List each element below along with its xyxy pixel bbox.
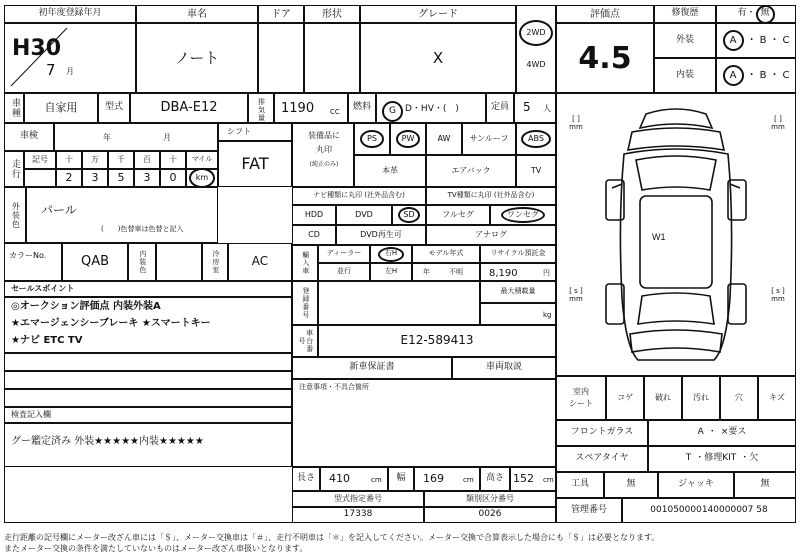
inspect-note-label-cell (4, 407, 292, 423)
footer-line-1: 走行距離の記号欄にメーター改ざん車には「＄」、メーター交換車は「＃」、走行不明車は「＊」を記入してください。メーター交換で合算表示した場合にも「＄」は必要となります。 (4, 533, 660, 543)
length-value: 410 (329, 472, 350, 485)
interior-color-value (156, 243, 202, 281)
max-load-value-cell (480, 303, 556, 325)
mgmt-number-value: 001050000140000007 58 (622, 498, 796, 523)
interior-color-label (128, 243, 156, 281)
mileage-digit-3: 3 (134, 169, 160, 187)
exterior-grade-a: A (723, 30, 744, 51)
mileage-unit-mile: マイル (186, 151, 218, 169)
inspection-month-unit: 月 (163, 133, 171, 142)
mileage-unit-km: km (189, 168, 215, 188)
exterior-grade-label: 外装 (654, 23, 716, 58)
displacement-value: 1190 (281, 101, 315, 116)
reg-number-value (318, 281, 480, 325)
mileage-kigou-value (24, 169, 56, 187)
car-name-label: 車名 (136, 5, 258, 23)
exterior-color-cell (26, 187, 218, 243)
spare-tire-none: ・欠 (740, 453, 759, 464)
height-value-cell (510, 467, 556, 491)
interior-col-yabure: 破れ (644, 376, 682, 420)
shift-value: FAT (218, 141, 292, 187)
selling-body (4, 297, 292, 353)
repair-yes: 有 (737, 8, 747, 19)
repair-no-circle: 無 (756, 5, 775, 24)
equip-leather: 本革 (354, 155, 426, 187)
score-value: 4.5 (578, 40, 632, 76)
footer-line-2: またメーター交換の条件を満たしていないものはメーター改ざん車扱いとなります。 (4, 544, 308, 554)
shape-value (304, 23, 360, 93)
diagram-mark-top-left (564, 116, 588, 131)
equip-ps-cell (354, 123, 390, 155)
nav-sd-cell (392, 205, 426, 225)
jack-label: ジャッキ (658, 472, 734, 498)
mileage-unit-km-cell (186, 169, 218, 187)
chassis-label (292, 325, 318, 357)
chassis-label-text: 車台番号 (298, 329, 314, 353)
grade-label: グレード (360, 5, 516, 23)
displacement-unit: CC (330, 108, 340, 116)
height-label: 高さ (480, 467, 510, 491)
spare-tire-value (648, 446, 796, 472)
reg-month-value: 7 (46, 61, 56, 79)
mileage-digit-1: 3 (82, 169, 108, 187)
model-label: 型式 (98, 93, 130, 123)
reg-month-unit: 月 (66, 67, 74, 76)
model-value: DBA-E12 (130, 93, 248, 123)
type-code-label: 型式指定番号 (292, 491, 424, 507)
equip-airbag: エアバック (426, 155, 516, 187)
displacement-value-cell (274, 93, 348, 123)
car-name-value: ノート (136, 23, 258, 93)
width-value-cell (414, 467, 480, 491)
nav-dvd-play: DVD再生可 (336, 225, 426, 245)
import-parallel: 並行 (318, 263, 370, 281)
equip-abs-cell (516, 123, 556, 155)
capacity-unit: 人 (543, 104, 551, 113)
caution-label: 注意事項・不具合箇所 (299, 383, 369, 391)
front-glass-x: ×要ス (720, 427, 747, 438)
mgmt-number-label: 管理番号 (556, 498, 622, 523)
interior-col-kizu: キズ (758, 376, 796, 420)
fuel-gasoline-circle: G (382, 101, 403, 122)
length-unit: cm (371, 476, 382, 484)
length-label: 長さ (292, 467, 320, 491)
width-unit: cm (463, 476, 474, 484)
diagram-mark-top-right-bracket: [ ] (774, 115, 782, 123)
equip-aw: AW (426, 123, 462, 155)
repair-sep: ・ (746, 8, 756, 19)
diagram-mark-top-left-bracket: [ ] (572, 115, 580, 123)
use-value: 自家用 (24, 93, 98, 123)
nav-hdd: HDD (292, 205, 336, 225)
width-label: 幅 (388, 467, 414, 491)
exterior-color-value: パール (41, 203, 77, 217)
score-value-cell (556, 23, 654, 93)
spare-tire-label: スペアタイヤ (556, 446, 648, 472)
selling-line-0: ◎オークション評価点 内装外装A (11, 301, 161, 312)
selling-line-2: ★ナビ ETC TV (11, 335, 83, 346)
interior-grade-a: A (723, 65, 744, 86)
inspect-note-text: グー鑑定済み 外装★★★★★内装★★★★★ (11, 436, 204, 447)
diagram-mark-bottom-right-bracket: [ s ] (771, 287, 785, 295)
interior-room-label: 室内 (573, 387, 589, 396)
recycle-label: リサイクル預託金 (480, 245, 556, 263)
equip-tv: TV (516, 155, 556, 187)
shift-label: シフト (227, 127, 251, 136)
score-title: 評価点 (556, 5, 654, 23)
interior-seat-label (556, 376, 606, 420)
class-code-label: 類別区分番号 (424, 491, 556, 507)
use-label: 車種 (4, 93, 24, 123)
exterior-color-note: ( )色替車は色替と記入 (101, 225, 184, 233)
model-year-label: モデル年式 (412, 245, 480, 263)
model-year-unit: 年 (423, 268, 430, 276)
shape-label: 形状 (304, 5, 360, 23)
diagram-mark-top-right-unit: mm (771, 122, 785, 131)
equip-pw: PW (396, 130, 420, 148)
front-glass-dot: ・ (707, 427, 717, 438)
selling-line-1: ★エマージェンシーブレーキ ★スマートキー (11, 318, 211, 329)
height-value: 152 (513, 472, 534, 485)
displacement-label-text: 排気量 (257, 97, 266, 122)
nav-sd: SD (398, 207, 420, 223)
warranty-doc: 新車保証書 (292, 357, 452, 379)
spare-tire-repair: ・修理KIT (695, 453, 737, 464)
footer-notes (4, 533, 796, 555)
repair-value (716, 5, 796, 23)
drive-2wd (519, 22, 553, 44)
import-dealer: ディーラー (318, 245, 370, 263)
diagram-mark-bottom-left (564, 288, 588, 303)
nav-cd: CD (292, 225, 336, 245)
mileage-digit-label-2: 千 (108, 151, 134, 169)
model-year-unknown: 不明 (449, 268, 463, 276)
import-label (292, 245, 318, 281)
diagram-mark-bottom-right (766, 288, 790, 303)
grade-value: X (360, 23, 516, 93)
import-label-text: 輸入車 (301, 251, 310, 275)
interior-col-yogore: 汚れ (682, 376, 720, 420)
seat-label: シート (569, 399, 593, 408)
reg-date-slash (5, 24, 135, 92)
tv-fullseg: フルセグ (426, 205, 490, 225)
drive-4wd: 4WD (526, 59, 546, 69)
ac-label (202, 243, 228, 281)
front-glass-label: フロントガラス (556, 420, 648, 446)
tool-label: 工具 (556, 472, 604, 498)
inspection-year-unit: 年 (103, 133, 111, 142)
exterior-grade-c: C (782, 35, 790, 46)
interior-color-label-text: 内装色 (138, 250, 147, 274)
mileage-digit-0: 2 (56, 169, 82, 187)
import-right-hand: 右H (378, 247, 404, 262)
recycle-value-cell (480, 263, 556, 281)
mileage-digit-4: 0 (160, 169, 186, 187)
interior-col-ana: 穴 (720, 376, 758, 420)
mileage-digit-label-4: 十 (160, 151, 186, 169)
jack-value: 無 (734, 472, 796, 498)
equip-title-line1: 装備品に (308, 131, 340, 140)
capacity-value-cell (514, 93, 556, 123)
reg-number-label (292, 281, 318, 325)
equip-abs: ABS (521, 130, 551, 148)
max-load-label: 最大積載量 (480, 281, 556, 303)
interior-col-koge: コゲ (606, 376, 644, 420)
type-code-value: 17338 (292, 507, 424, 523)
inspect-note-body (4, 423, 292, 467)
capacity-value: 5 (523, 100, 531, 114)
import-left-hand: 左H (370, 263, 412, 281)
nav-title: ナビ種類に丸印 (社外品含む) (292, 187, 426, 205)
mileage-digit-label-0: 十 (56, 151, 82, 169)
selling-extra-1 (4, 353, 292, 371)
car-outline-diagram (588, 98, 764, 370)
height-unit: cm (543, 476, 554, 484)
drive-2wd-circle: 2WD (519, 20, 553, 46)
fuel-value-cell (376, 93, 486, 123)
mileage-digit-2: 5 (108, 169, 134, 187)
nav-dvd: DVD (336, 205, 392, 225)
equip-sunroof: サンルーフ (462, 123, 516, 155)
diagram-w1-label: W1 (652, 232, 666, 242)
inspect-note-label: 検査記入欄 (11, 410, 51, 419)
caution-cell (292, 379, 556, 467)
manual-doc: 車両取説 (452, 357, 556, 379)
door-label: ドア (258, 5, 304, 23)
capacity-label: 定員 (486, 93, 514, 123)
diagram-mark-bottom-right-unit: mm (771, 294, 785, 303)
diagram-mark-bottom-left-unit: mm (569, 294, 583, 303)
length-value-cell (320, 467, 388, 491)
selling-extra-3 (4, 389, 292, 407)
shift-label-cell (218, 123, 292, 141)
import-right-hand-cell (370, 245, 412, 263)
diagram-mark-top-left-unit: mm (569, 122, 583, 131)
ac-value: AC (228, 243, 292, 281)
mileage-digit-label-1: 万 (82, 151, 108, 169)
tool-value: 無 (604, 472, 658, 498)
diagram-mark-bottom-left-bracket: [ s ] (569, 287, 583, 295)
tv-title: TV種類に丸印 (社外品含む) (426, 187, 556, 205)
color-no-label-cell (4, 243, 62, 281)
inspection-value-cell (54, 123, 218, 151)
class-code-value: 0026 (424, 507, 556, 523)
diagram-mark-top-right (766, 116, 790, 131)
equip-title-cell (292, 123, 354, 187)
interior-grade-b: B (759, 70, 767, 81)
interior-grade-c: C (782, 70, 790, 81)
repair-label: 修復歴 (654, 5, 716, 23)
width-value: 169 (423, 472, 444, 485)
max-load-unit: kg (543, 311, 552, 319)
mileage-label: 走行 (4, 151, 24, 187)
fuel-label: 燃料 (348, 93, 376, 123)
reg-year-value: H30 (12, 36, 62, 61)
color-no-label: カラーNo. (9, 251, 47, 260)
exterior-color-label: 外装色 (4, 187, 26, 243)
recycle-unit: 円 (543, 269, 550, 277)
ac-label-text: 冷房室 (211, 250, 220, 274)
interior-grade-label: 内装 (654, 58, 716, 93)
equip-title-line3: (純正のみ) (309, 161, 339, 168)
front-glass-a: A (697, 427, 704, 438)
interior-grade-value: A ・ B ・ C (716, 58, 796, 93)
mileage-digit-label-3: 百 (134, 151, 160, 169)
chassis-value: E12-589413 (318, 325, 556, 357)
selling-title: セールスポイント (11, 284, 75, 293)
recycle-value: 8,190 (489, 268, 518, 279)
equip-ps: PS (360, 130, 384, 148)
model-year-value-cell (412, 263, 480, 281)
displacement-label (248, 93, 274, 123)
exterior-grade-b: B (759, 35, 767, 46)
color-no-value: QAB (62, 243, 128, 281)
tv-oneseg-cell (490, 205, 556, 225)
reg-date-label: 初年度登録年月 (4, 5, 136, 23)
front-glass-value (648, 420, 796, 446)
door-value (258, 23, 304, 93)
tv-oneseg: ワンセグ (501, 207, 545, 223)
equip-pw-cell (390, 123, 426, 155)
selling-title-cell (4, 281, 292, 297)
fuel-other-options: D・HV・( ) (405, 104, 459, 114)
reg-number-label-text: 登録番号 (301, 287, 310, 319)
drive-cell (516, 5, 556, 93)
inspection-label: 車検 (4, 123, 54, 151)
tv-analog: アナログ (426, 225, 556, 245)
selling-extra-2 (4, 371, 292, 389)
exterior-grade-value: A ・ B ・ C (716, 23, 796, 58)
spare-tire-t: T (685, 453, 692, 464)
mileage-kigou-label: 記号 (24, 151, 56, 169)
equip-title-line2: 丸印 (316, 145, 332, 154)
